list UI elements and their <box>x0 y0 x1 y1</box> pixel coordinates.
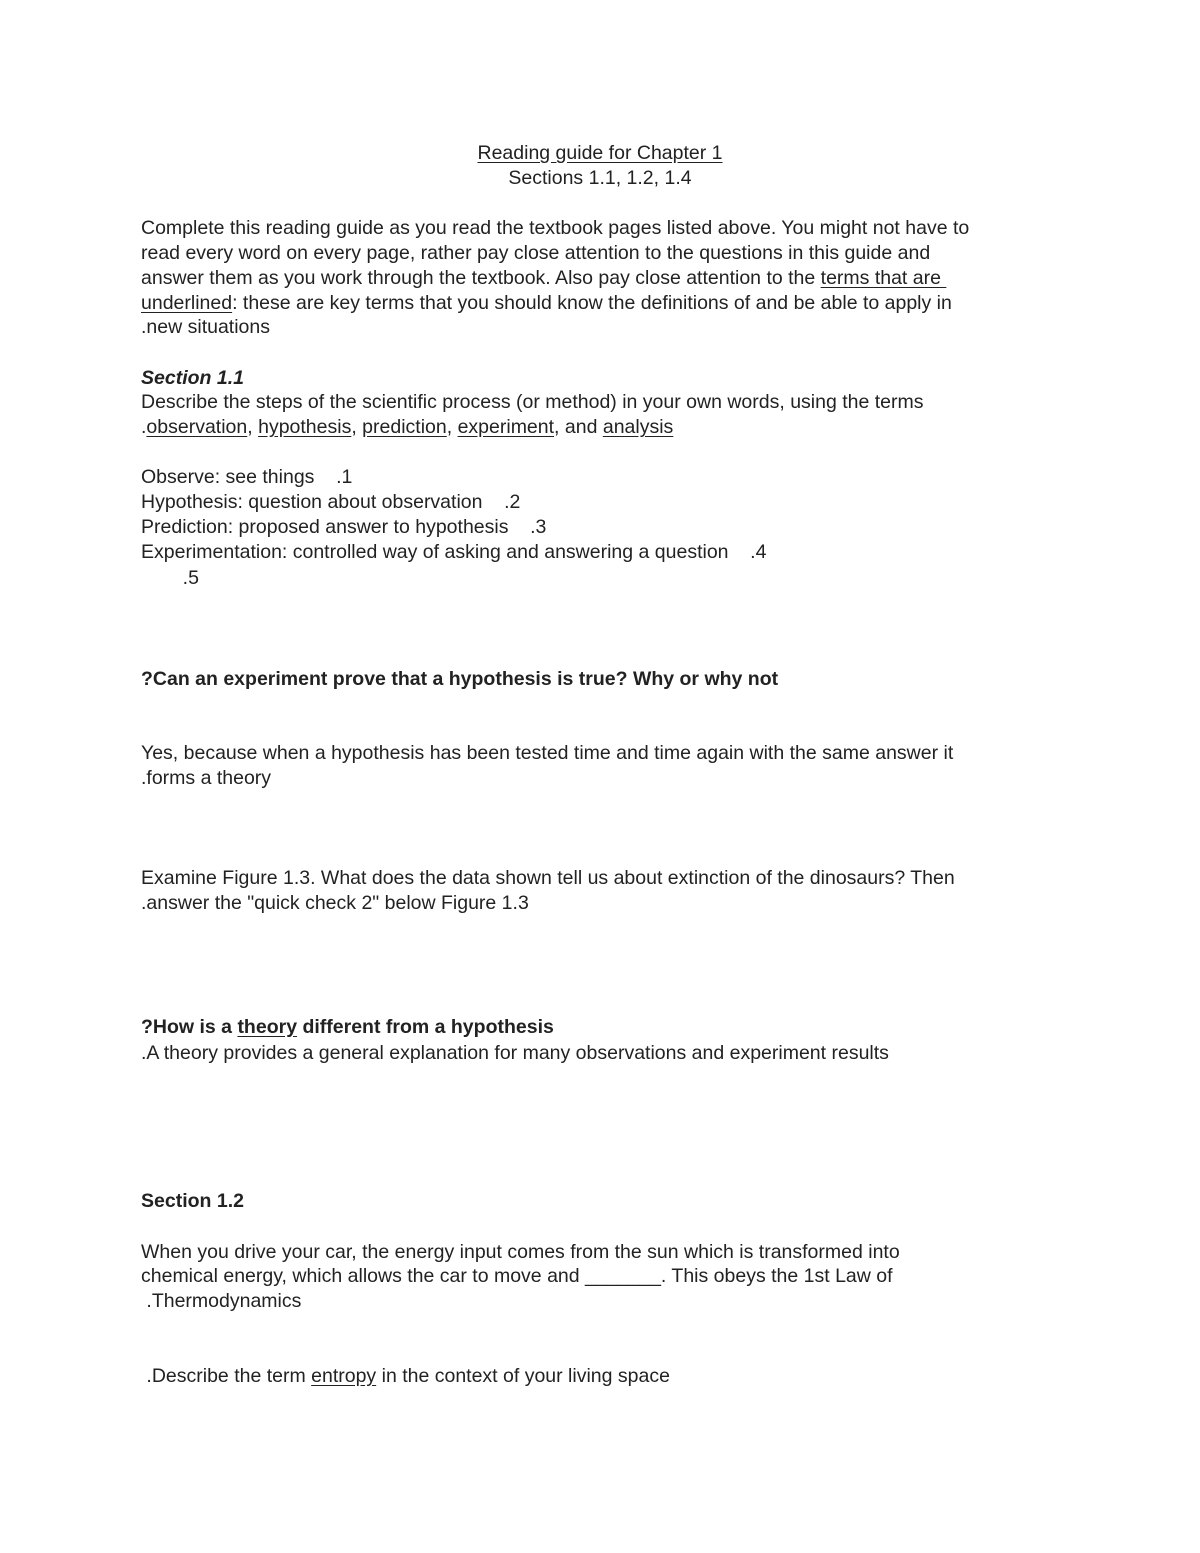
question-text: Examine Figure 1.3. What does the data shown tell us about extinction of the dinosaurs? Then <box>141 867 955 889</box>
intro-text: : these are key terms that you should know the definitions of and be able to apply in <box>232 292 952 314</box>
question-text: When you drive your car, the energy input comes from the sun which is transformed into <box>141 1241 900 1263</box>
question-heading <box>141 1015 554 1040</box>
answer-text: .forms a theory <box>141 767 272 789</box>
intro-text: answer them as you work through the textbook. Also pay close attention to the <box>141 267 821 289</box>
step-item: Observe: see things .1 <box>141 466 353 488</box>
key-term: theory <box>237 1016 298 1038</box>
question-text-part: in the context of your living space <box>376 1365 670 1387</box>
section-heading: Section 1.1 <box>141 367 244 389</box>
question-heading: ?Can an experiment prove that a hypothesis is true? Why or why not <box>141 668 779 690</box>
question-text: ?How is a <box>141 1016 238 1038</box>
intro-line: read every word on every page, rather pay close attention to the questions in this guide and <box>141 242 931 264</box>
key-term: analysis <box>602 416 674 438</box>
intro-line: .new situations <box>141 316 270 338</box>
key-term: entropy <box>311 1365 377 1387</box>
punct: . <box>141 416 147 438</box>
key-term: underlined <box>141 292 233 314</box>
question-text <box>141 415 673 440</box>
punct: , <box>351 416 363 438</box>
question-text-part: .Describe the term <box>141 1365 312 1387</box>
punct: , <box>247 416 259 438</box>
key-term: terms that are <box>820 267 947 289</box>
question-text: chemical energy, which allows the car to move and _______. This obeys the 1st Law of <box>141 1265 893 1287</box>
question-text: Describe the steps of the scientific process (or method) in your own words, using the terms <box>141 391 924 413</box>
key-term: prediction <box>362 416 447 438</box>
intro-line: Complete this reading guide as you read the textbook pages listed above. You might not have to <box>141 217 970 239</box>
punct: , <box>446 416 458 438</box>
page-title: Reading guide for Chapter 1 <box>477 142 723 164</box>
key-term: experiment <box>457 416 555 438</box>
section-heading: Section 1.2 <box>141 1190 244 1212</box>
answer-text: .A theory provides a general explanation for many observations and experiment results <box>141 1042 889 1064</box>
punct: , and <box>554 416 603 438</box>
intro-line <box>141 266 946 291</box>
question-text: .answer the "quick check 2" below Figure 1.3 <box>141 892 529 914</box>
key-term: hypothesis <box>258 416 352 438</box>
key-term: observation <box>146 416 248 438</box>
step-item: Experimentation: controlled way of asking and answering a question .4 <box>141 541 767 563</box>
intro-line <box>141 291 952 316</box>
step-item: .5 <box>161 567 199 589</box>
question-text <box>141 1364 670 1389</box>
page-subtitle: Sections 1.1, 1.2, 1.4 <box>508 167 692 189</box>
step-item: Hypothesis: question about observation .2 <box>141 491 521 513</box>
question-text: .Thermodynamics <box>141 1290 302 1312</box>
step-item: Prediction: proposed answer to hypothesis .3 <box>141 516 547 538</box>
question-text: different from a hypothesis <box>297 1016 554 1038</box>
answer-text: Yes, because when a hypothesis has been tested time and time again with the same answer it <box>141 742 954 764</box>
